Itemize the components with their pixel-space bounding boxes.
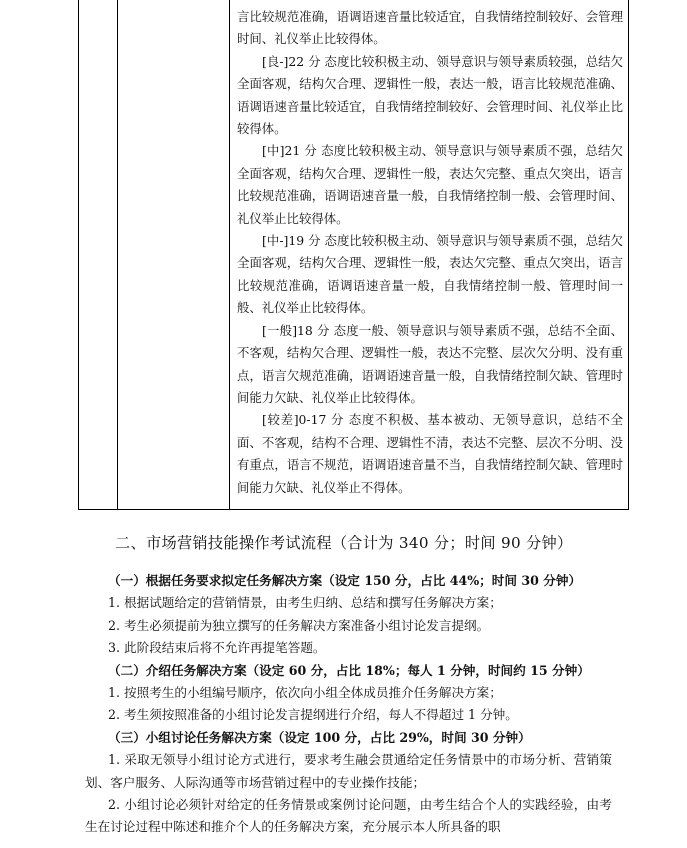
scoring-criteria-cell [237,6,623,499]
subsection-title-1: （一）根据任务要求拟定任务解决方案（设定 150 分，占比 44%；时间 30 分钟） [108,573,582,588]
scoring-table [78,0,629,510]
criteria-paragraph-poor: [较差]0-17 分 态度不积极、基本被动、无领导意识，总结不全面、不客观，结构不合理、逻辑性不清，表达不完整、层次不分明、没有重点，语言不规范，语调语速音量不当，自我情绪控制欠缺、管理时间能力欠缺、礼仪举止不得体。 [237,412,623,495]
criteria-paragraph-medium-minus: [中-]19 分 态度比较积极主动、领导意识与领导素质不强，总结欠全面客观，结构欠合理、逻辑性一般，表达欠完整、重点欠突出，语言比较规范准确，语调语速音量一般，自我情绪控制一般、管理时间一般、礼仪举止比较得体。 [237,233,623,316]
criteria-paragraph-good-minus: [良-]22 分 态度比较积极主动、领导意识与领导素质较强，总结欠全面客观，结构欠合理、逻辑性一般，表达一般，语言比较规范准确、语调语速音量比较适宜，自我情绪控制较好、会管理时间、礼仪举止比较得体。 [237,53,623,137]
list-item: 2. 考生必须提前为独立撰写的任务解决方案准备小组讨论发言提纲。 [108,617,490,633]
subsection-title-2: （二）介绍任务解决方案（设定 60 分，占比 18%；每人 1 分钟，时间约 15 分钟） [108,662,590,678]
table-column-divider-2 [229,0,230,509]
list-item: 1. 根据试题给定的营销情景，由考生归纳、总结和撰写任务解决方案； [108,595,502,611]
section-title: 二、市场营销技能操作考试流程（合计为 340 分；时间 90 分钟） [115,534,573,552]
list-item: 1. 按照考生的小组编号顺序，依次向小组全体成员推介任务解决方案； [108,685,502,701]
list-item: 2. 考生须按照准备的小组讨论发言提纲进行介绍，每人不得超过 1 分钟。 [108,707,518,723]
criteria-paragraph-medium: [中]21 分 态度比较积极主动、领导意识与领导素质不强，总结欠全面客观，结构欠合理、逻辑性一般，表达欠完整、重点欠突出，语言比较规范准确，语调语速音量一般，自我情绪控制一般、会管理时间、礼仪举止比较得体。 [237,143,623,226]
subsection-title-3: （三）小组讨论任务解决方案（设定 100 分，占比 29%，时间 30 分钟） [108,729,531,745]
exam-process-content [85,570,612,839]
list-item: 3. 此阶段结束后将不允许再提笔答题。 [108,640,326,656]
table-column-divider-1 [117,0,118,509]
criteria-paragraph: 言比较规范准确，语调语速音量比较适宜，自我情绪控制较好、会管理时间、礼仪举止比较得体。 [237,9,623,47]
criteria-paragraph-average: [一般]18 分 态度一般、领导意识与领导素质不强，总结不全面、不客观，结构欠合理、逻辑性一般，表达不完整、层次欠分明、没有重点，语言欠规范准确，语调语速音量一般，自我情绪控制欠缺、管理时间能力欠缺、礼仪举止比较得体。 [237,322,623,405]
list-item: 2. 小组讨论必须针对给定的任务情景或案例讨论问题，由考生结合个人的实践经验，由考生在讨论过程中陈述和推介个人的任务解决方案，充分展示本人所具备的职 [85,797,612,835]
list-item: 1. 采取无领导小组讨论方式进行，要求考生融会贯通给定任务情景中的市场分析、营销策划、客户服务、人际沟通等市场营销过程中的专业操作技能； [85,752,612,790]
